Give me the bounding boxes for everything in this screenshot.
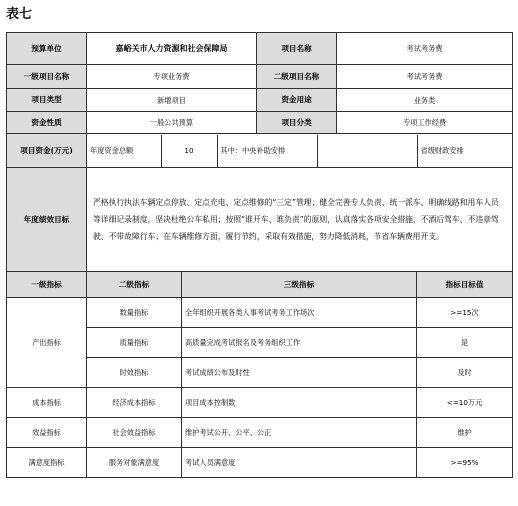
level1-project-value: 专项业务费 bbox=[87, 65, 257, 89]
header-level1: 一级指标 bbox=[7, 272, 87, 298]
budget-unit-value: 嘉峪关市人力资源和社会保障局 bbox=[87, 33, 257, 65]
project-type-value: 新增项目 bbox=[87, 89, 257, 112]
level2-indicator: 质量指标 bbox=[87, 328, 182, 358]
annual-total-value: 10 bbox=[161, 135, 217, 167]
row-project-levels bbox=[7, 65, 513, 89]
budget-unit-label: 预算单位 bbox=[7, 33, 87, 65]
target-value: >=95% bbox=[417, 448, 513, 478]
performance-table bbox=[6, 32, 513, 478]
page-title: 表七 bbox=[6, 7, 33, 22]
level1-indicator: 效益指标 bbox=[7, 418, 87, 448]
level2-indicator: 服务对象满意度 bbox=[87, 448, 182, 478]
level2-indicator: 经济成本指标 bbox=[87, 388, 182, 418]
level3-indicator: 维护考试公开、公平、公正 bbox=[182, 418, 417, 448]
target-value: 及时 bbox=[417, 358, 513, 388]
target-value: >=15次 bbox=[417, 298, 513, 328]
goals-label: 年度绩效目标 bbox=[7, 168, 87, 272]
project-name-value: 考试考务费 bbox=[337, 33, 513, 65]
level2-project-label: 二级项目名称 bbox=[257, 65, 337, 89]
level1-indicator: 满意度指标 bbox=[7, 448, 87, 478]
central-value bbox=[317, 135, 417, 167]
project-category-value: 专项工作经费 bbox=[337, 112, 513, 134]
goals-text: 严格执行执法车辆定点停放、定点充电、定点维修的“三定”管理；健全完善专人负责、统一派车、明确线路和用车人员等详细记录制度，坚决杜绝公车私用；按照“谁开车、谁负责”的原则，认真落实各项安全措施，不酒后驾车、不违章驾驶、不带故障行车；在车辆维修方面，履行节约，采取有效措施，努力降低消耗，节省车辆费用开支。 bbox=[87, 168, 513, 272]
level3-indicator: 考试成绩公布及时性 bbox=[182, 358, 417, 388]
level2-indicator: 社会效益指标 bbox=[87, 418, 182, 448]
target-value: 维护 bbox=[417, 418, 513, 448]
indicator-header-row bbox=[7, 272, 513, 298]
indicator-row bbox=[7, 298, 513, 328]
project-category-label: 项目分类 bbox=[257, 112, 337, 134]
provincial-label: 省级财政安排 bbox=[420, 146, 464, 155]
target-value: <=10万元 bbox=[417, 388, 513, 418]
annual-total-label: 年度资金总额 bbox=[87, 135, 161, 167]
fund-use-value: 业务类 bbox=[337, 89, 513, 112]
project-name-label: 项目名称 bbox=[257, 33, 337, 65]
fund-nature-value: 一般公共预算 bbox=[87, 112, 257, 134]
level3-indicator: 项目成本控制数 bbox=[182, 388, 417, 418]
row-project-funds bbox=[7, 134, 513, 168]
indicator-row bbox=[7, 448, 513, 478]
level2-project-value: 考试考务费 bbox=[337, 65, 513, 89]
row-fund-nature bbox=[7, 112, 513, 134]
level2-indicator: 数量指标 bbox=[87, 298, 182, 328]
level3-indicator: 全年组织开展各类人事考试考务工作场次 bbox=[182, 298, 417, 328]
indicator-row bbox=[7, 388, 513, 418]
central-label: 其中：中央补助安排 bbox=[217, 135, 317, 167]
funds-subtable bbox=[87, 135, 513, 167]
fund-use-label: 资金用途 bbox=[257, 89, 337, 112]
fund-nature-label: 资金性质 bbox=[7, 112, 87, 134]
row-budget-unit bbox=[7, 33, 513, 65]
level3-indicator: 考试人员满意度 bbox=[182, 448, 417, 478]
row-project-type bbox=[7, 89, 513, 112]
indicator-row bbox=[7, 418, 513, 448]
row-annual-goals bbox=[7, 168, 513, 272]
level3-indicator: 高质量完成考试报名及考务组织工作 bbox=[182, 328, 417, 358]
target-value: 是 bbox=[417, 328, 513, 358]
header-target: 指标目标值 bbox=[417, 272, 513, 298]
header-level2: 二级指标 bbox=[87, 272, 182, 298]
level1-indicator: 产出指标 bbox=[7, 298, 87, 388]
level2-indicator: 时效指标 bbox=[87, 358, 182, 388]
funds-label: 项目资金(万元) bbox=[7, 134, 87, 168]
header-level3: 三级指标 bbox=[182, 272, 417, 298]
level1-project-label: 一级项目名称 bbox=[7, 65, 87, 89]
project-type-label: 项目类型 bbox=[7, 89, 87, 112]
level1-indicator: 成本指标 bbox=[7, 388, 87, 418]
